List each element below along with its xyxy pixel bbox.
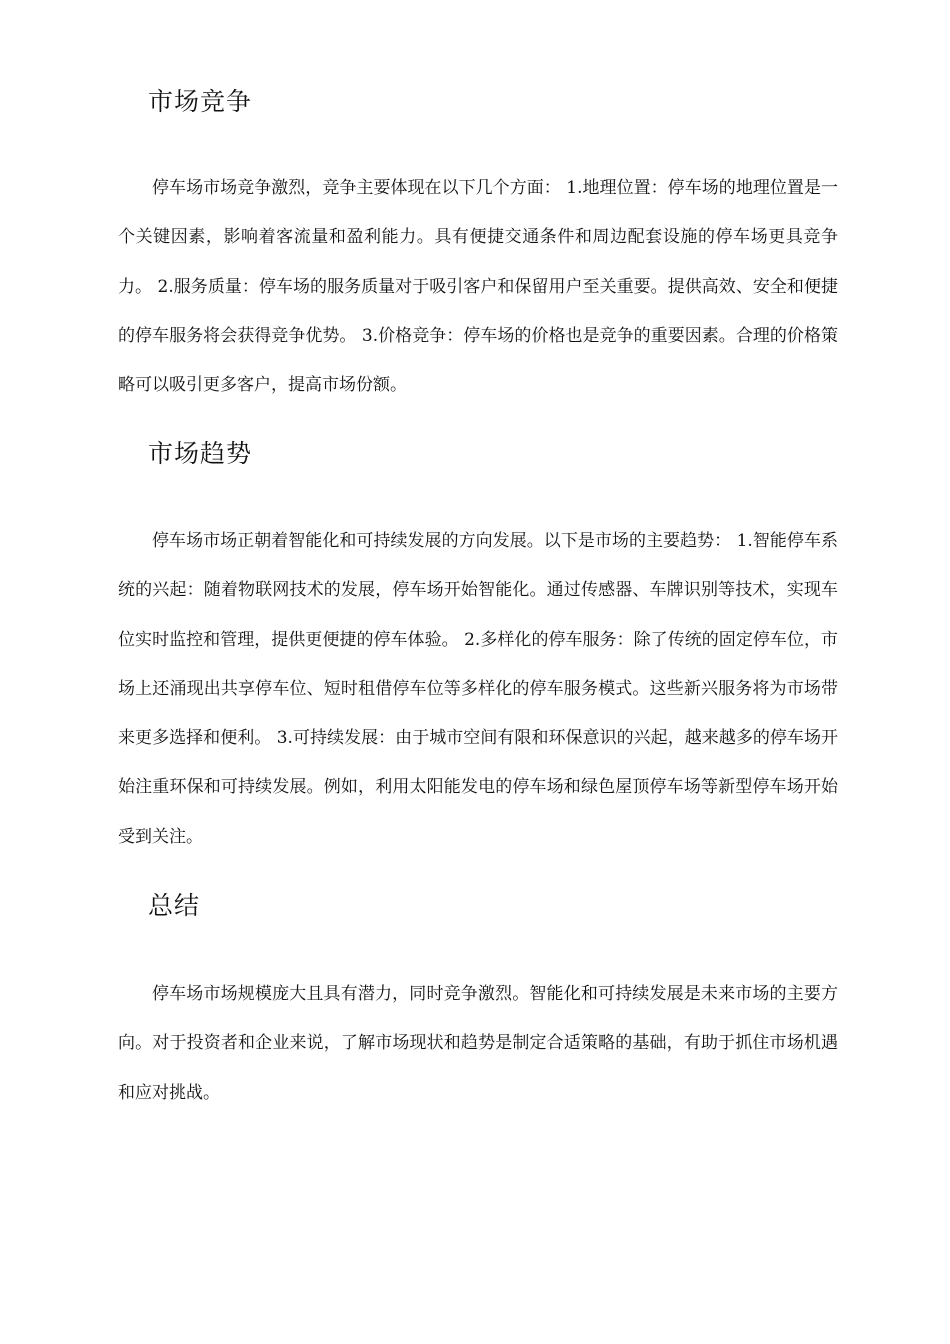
section-paragraph-competition: 停车场市场竞争激烈，竞争主要体现在以下几个方面： 1.地理位置：停车场的地理位置是一个关键因素，影响着客流量和盈利能力。具有便捷交通条件和周边配套设施的停车场更具竞争力。 2.服务质量：停车场的服务质量对于吸引客户和保留用户至关重要。提供高效、安全和便捷的停车服务将会获得竞争优势。 3.价格竞争：停车场的价格也是竞争的重要因素。合理的价格策略可以吸引更多客户，提高市场份额。 [118, 178, 838, 396]
section-paragraph-trend: 停车场市场正朝着智能化和可持续发展的方向发展。以下是市场的主要趋势： 1.智能停车系统的兴起：随着物联网技术的发展，停车场开始智能化。通过传感器、车牌识别等技术，实现车位实时监控和管理，提供更便捷的停车体验。 2.多样化的停车服务：除了传统的固定停车位，市场上还涌现出共享停车位、短时租借停车位等多样化的停车服务模式。这些新兴服务将为市场带来更多选择和便利。 3.可持续发展：由于城市空间有限和环保意识的兴起，越来越多的停车场开始注重环保和可持续发展。例如，利用太阳能发电的停车场和绿色屋顶停车场等新型停车场开始受到关注。 [118, 531, 838, 847]
section-heading-summary: 总结 [148, 891, 201, 920]
section-heading-trend: 市场趋势 [148, 439, 253, 468]
section-paragraph-summary: 停车场市场规模庞大且具有潜力，同时竞争激烈。智能化和可持续发展是未来市场的主要方向。对于投资者和企业来说，了解市场现状和趋势是制定合适策略的基础，有助于抓住市场机遇和应对挑战。 [118, 984, 838, 1103]
section-heading-competition: 市场竞争 [148, 87, 253, 116]
